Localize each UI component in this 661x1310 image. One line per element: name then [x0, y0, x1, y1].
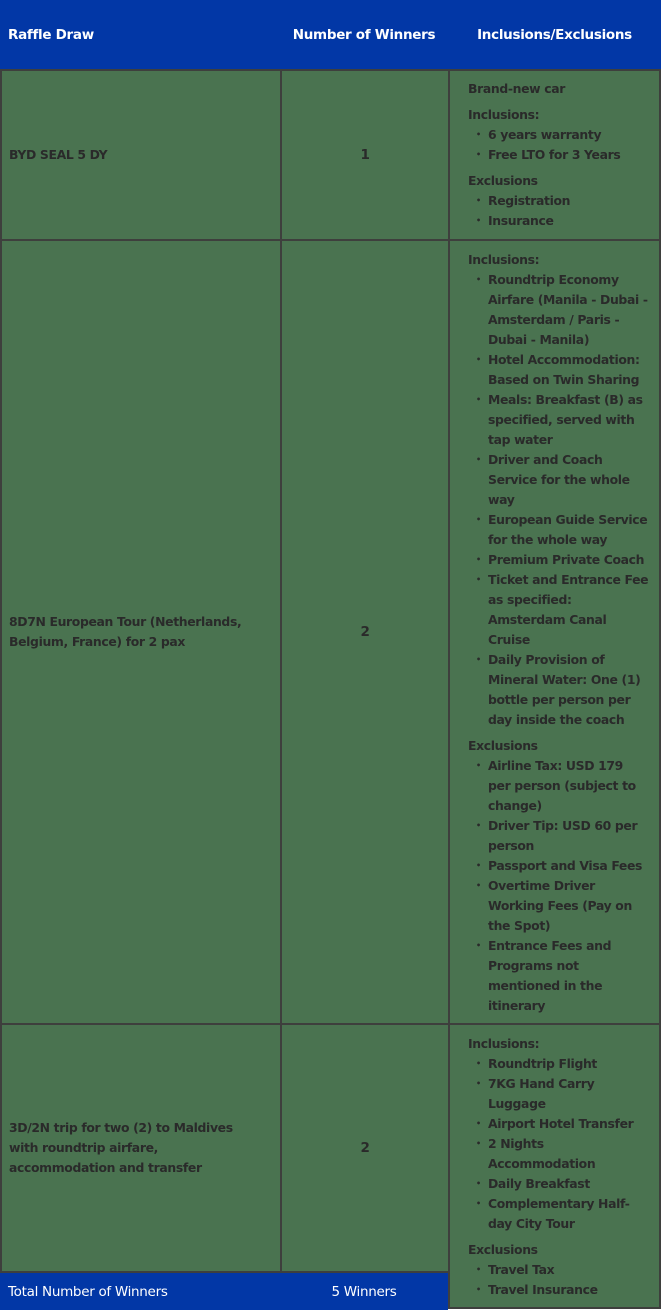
inclusions-title: Inclusions:	[468, 1036, 540, 1051]
total-label: Total Number of Winners	[8, 1283, 168, 1300]
prize-intro: Brand-new car	[468, 81, 566, 96]
exclusions-list	[468, 1260, 649, 1300]
inclusions-list	[468, 270, 649, 730]
list-item: • 7KG Hand Carry Luggage	[478, 1074, 649, 1114]
table-header	[0, 0, 661, 69]
list-item: • 6 years warranty	[478, 125, 649, 145]
total-winners-value: 5 Winners	[331, 1283, 397, 1300]
footer-total-value	[280, 1271, 448, 1310]
list-item: • Travel Tax	[478, 1260, 649, 1280]
inclusions-list	[468, 1054, 649, 1234]
table-row-2-prize	[0, 239, 282, 1025]
list-item: • Roundtrip Flight	[478, 1054, 649, 1074]
table-row-2-details	[448, 239, 661, 1025]
exclusions-title: Exclusions	[468, 1242, 538, 1257]
prize-name: BYD SEAL 5 DY	[9, 147, 108, 162]
list-item: • Daily Breakfast	[478, 1174, 649, 1194]
list-item: • Driver Tip: USD 60 per person	[478, 816, 649, 856]
winner-count: 2	[360, 624, 370, 640]
table-row-3-winners	[280, 1023, 450, 1273]
list-item: • Hotel Accommodation: Based on Twin Sharing	[478, 350, 649, 390]
list-item: • Insurance	[478, 211, 649, 231]
list-item: • Entrance Fees and Programs not mentioned in the itinerary	[478, 936, 649, 1016]
header-inclusions-exclusions: Inclusions/Exclusions	[477, 26, 632, 43]
list-item: • 2 Nights Accommodation	[478, 1134, 649, 1174]
winner-count: 2	[360, 1140, 370, 1156]
list-item: • Roundtrip Economy Airfare (Manila - Dubai - Amsterdam / Paris - Dubai - Manila)	[478, 270, 649, 350]
exclusions-list	[468, 756, 649, 1016]
list-item: • European Guide Service for the whole way	[478, 510, 649, 550]
exclusions-title: Exclusions	[468, 173, 538, 188]
table-row-1-prize	[0, 69, 282, 241]
prize-name: 8D7N European Tour (Netherlands, Belgium, France) for 2 pax	[9, 614, 242, 649]
table-row-3-prize	[0, 1023, 282, 1273]
list-item: • Premium Private Coach	[478, 550, 649, 570]
header-raffle-draw: Raffle Draw	[8, 26, 94, 43]
exclusions-title: Exclusions	[468, 738, 538, 753]
list-item: • Daily Provision of Mineral Water: One (1) bottle per person per day inside the coach	[478, 650, 649, 730]
footer-total-label	[0, 1271, 280, 1310]
exclusions-list	[468, 191, 649, 231]
list-item: • Passport and Visa Fees	[478, 856, 649, 876]
inclusions-title: Inclusions:	[468, 107, 540, 122]
table-row-2-winners	[280, 239, 450, 1025]
list-item: • Driver and Coach Service for the whole way	[478, 450, 649, 510]
list-item: • Registration	[478, 191, 649, 211]
list-item: • Travel Insurance	[478, 1280, 649, 1300]
list-item: • Overtime Driver Working Fees (Pay on the Spot)	[478, 876, 649, 936]
inclusions-title: Inclusions:	[468, 252, 540, 267]
winner-count: 1	[360, 147, 370, 163]
list-item: • Airport Hotel Transfer	[478, 1114, 649, 1134]
list-item: • Meals: Breakfast (B) as specified, served with tap water	[478, 390, 649, 450]
prize-name: 3D/2N trip for two (2) to Maldives with roundtrip airfare, accommodation and transfer	[9, 1120, 233, 1175]
header-number-of-winners: Number of Winners	[292, 26, 436, 43]
list-item: • Complementary Half-day City Tour	[478, 1194, 649, 1234]
table-row-1-winners	[280, 69, 450, 241]
list-item: • Free LTO for 3 Years	[478, 145, 649, 165]
inclusions-list	[468, 125, 649, 165]
list-item: • Ticket and Entrance Fee as specified: Amsterdam Canal Cruise	[478, 570, 649, 650]
table-row-3-details	[448, 1023, 661, 1309]
table-row-1-details	[448, 69, 661, 241]
list-item: • Airline Tax: USD 179 per person (subject to change)	[478, 756, 649, 816]
